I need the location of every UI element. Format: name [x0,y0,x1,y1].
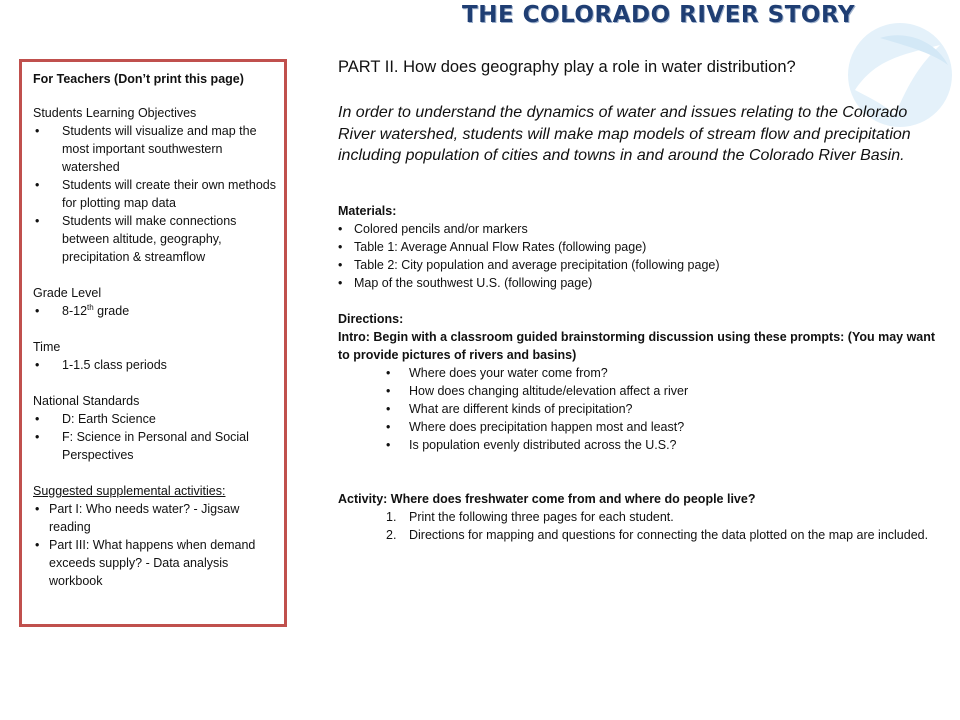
list-item [33,410,284,428]
time-text: 1-1.5 class periods [62,358,167,372]
bullet-icon: • [386,420,391,434]
standards-title: National Standards [33,394,140,408]
material-text: Table 1: Average Annual Flow Rates (following page) [354,240,647,254]
step-text: Directions for mapping and questions for connecting the data plotted on the map are included. [409,528,929,542]
materials-title: Materials: [338,204,397,218]
list-item [338,238,938,256]
materials-list [338,220,938,292]
bullet-icon: • [35,358,40,372]
step-number: 2. [386,528,397,542]
bullet-icon: • [35,304,40,318]
part-title: PART II. How does geography play a role in water distribution? [338,58,796,76]
list-item [33,302,284,320]
bullet-icon: • [35,214,40,228]
bullet-icon: • [35,502,40,516]
prompt-text: What are different kinds of precipitation? [409,402,633,416]
directions-title: Directions: [338,312,404,326]
supplemental-text: Part III: What happens when demand exceeds supply? - Data analysis workbook [49,538,256,588]
list-item [33,212,284,266]
prompt-text: Where does precipitation happen most and least? [409,420,685,434]
list-item [33,176,284,212]
prompts-list [338,364,938,454]
standard-text: D: Earth Science [62,412,156,426]
grade-base: 8-12 [62,304,88,318]
bullet-icon: • [35,430,40,444]
list-item [338,526,938,544]
step-number: 1. [386,510,397,524]
material-text: Map of the southwest U.S. (following page) [354,276,593,290]
objectives-title: Students Learning Objectives [33,106,197,120]
material-text: Colored pencils and/or markers [354,222,528,236]
time-title: Time [33,340,61,354]
list-item [338,418,938,436]
intro-paragraph: In order to understand the dynamics of water and issues relating to the Colorado River watershed, students will make map models of stream flow and precipitation including population of cities and towns in and around the Colorado River Basin. [338,104,911,164]
list-item [338,364,938,382]
bullet-icon: • [338,258,343,272]
list-item [33,428,284,464]
teacher-panel-heading: For Teachers (Don’t print this page) [33,72,244,86]
list-item [33,500,284,536]
teacher-notes-panel [19,59,287,627]
bullet-icon: • [338,276,343,290]
bullet-icon: • [386,438,391,452]
bullet-icon: • [338,240,343,254]
prompt-text: How does changing altitude/elevation affect a river [409,384,689,398]
list-item [338,220,938,238]
objective-text: Students will make connections between altitude, geography, precipitation & streamflow [62,214,237,264]
bullet-icon: • [386,366,391,380]
list-item [338,508,938,526]
list-item [338,274,938,292]
list-item [338,400,938,418]
prompt-text: Is population evenly distributed across the U.S.? [409,438,677,452]
activity-title: Activity: Where does freshwater come from and where do people live? [338,492,756,506]
standards-list [33,410,284,464]
time-list [33,356,284,374]
bullet-icon: • [35,178,40,192]
standard-text: F: Science in Personal and Social Perspectives [62,430,249,462]
grade-sup: th [87,302,94,312]
list-item [338,256,938,274]
prompt-text: Where does your water come from? [409,366,608,380]
list-item [33,536,284,590]
grade-level-title: Grade Level [33,286,102,300]
bullet-icon: • [338,222,343,236]
supplemental-list [33,500,284,590]
activity-steps [338,508,938,544]
bullet-icon: • [386,402,391,416]
supplemental-title: Suggested supplemental activities: [33,484,226,498]
grade-list [33,302,284,320]
list-item [338,382,938,400]
bullet-icon: • [35,412,40,426]
material-text: Table 2: City population and average precipitation (following page) [354,258,720,272]
objective-text: Students will visualize and map the most important southwestern watershed [62,124,257,174]
list-item [338,436,938,454]
list-item [33,122,284,176]
objectives-list [33,122,284,266]
bullet-icon: • [35,124,40,138]
grade-suffix: grade [93,304,130,318]
bullet-icon: • [386,384,391,398]
directions-intro: Intro: Begin with a classroom guided brainstorming discussion using these prompts: (You may want to provide pictures of rivers and basins) [338,330,936,362]
supplemental-text: Part I: Who needs water? - Jigsaw reading [49,502,240,534]
objective-text: Students will create their own methods for plotting map data [62,178,276,210]
lesson-content [338,202,938,544]
bullet-icon: • [35,538,40,552]
list-item [33,356,284,374]
page-title: THE COLORADO RIVER STORY [462,2,856,28]
step-text: Print the following three pages for each student. [409,510,674,524]
